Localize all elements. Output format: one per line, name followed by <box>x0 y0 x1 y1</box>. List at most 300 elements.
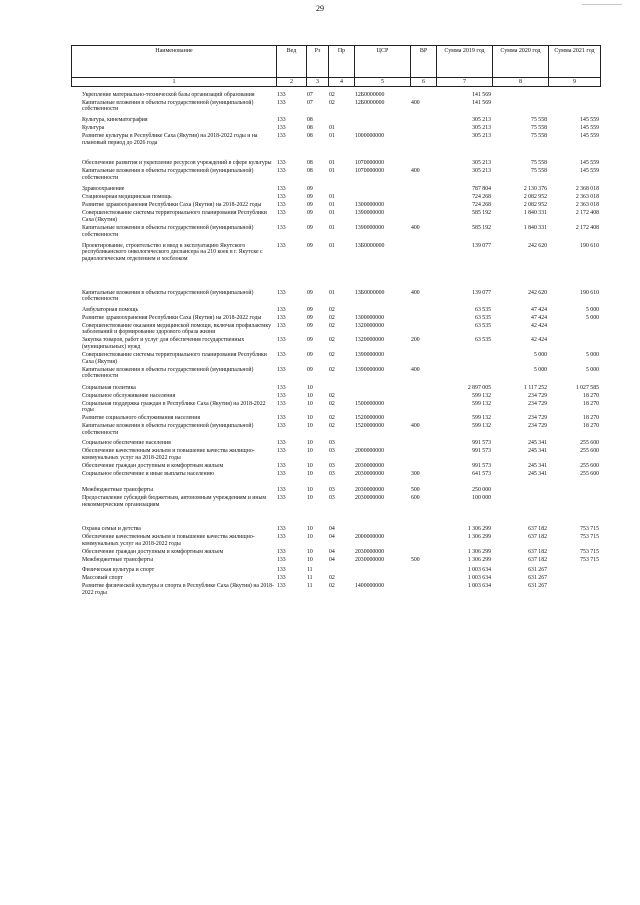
row-sum-2019: 599 132 <box>472 392 491 399</box>
row-sum-2021: 5 000 <box>585 314 599 321</box>
row-ved: 133 <box>277 242 286 249</box>
row-sum-2021: 190 610 <box>580 289 599 296</box>
row-sum-2019: 599 132 <box>472 415 491 422</box>
row-pr: 02 <box>329 415 335 422</box>
row-csr <box>354 573 410 581</box>
row-ved: 133 <box>277 99 286 106</box>
row-vr <box>410 414 436 422</box>
row-csr: 1390000000 <box>355 352 384 359</box>
row-sum-2020: 75 558 <box>531 117 547 124</box>
row-rz: 11 <box>307 566 313 573</box>
row-ved: 133 <box>277 210 286 217</box>
column-number: 4 <box>329 78 355 87</box>
row-vr: 400 <box>411 224 420 231</box>
row-sum-2021: 753 715 <box>580 556 599 563</box>
row-vr <box>410 582 436 597</box>
row-sum-2020: 1 117 252 <box>524 384 547 391</box>
row-sum-2019: 1 003 634 <box>467 583 491 590</box>
column-number: 9 <box>549 78 601 87</box>
row-csr: 1070000000 <box>355 168 384 175</box>
row-ved: 133 <box>277 185 286 192</box>
row-ved: 133 <box>277 400 286 407</box>
row-sum-2019: 1 306 299 <box>467 525 491 532</box>
row-vr <box>410 547 436 555</box>
table-row <box>81 209 600 224</box>
row-sum-2019: 250 000 <box>472 487 491 494</box>
header-sum2020: Сумма 2020 год <box>493 46 549 78</box>
row-sum-2020: 245 341 <box>528 462 547 469</box>
row-sum-2019: 141 569 <box>472 91 491 98</box>
table-row <box>81 321 600 336</box>
row-pr: 01 <box>329 133 335 140</box>
row-ved: 133 <box>277 423 286 430</box>
row-name: Предоставление субсидий бюджетным, автономным учреждениям и иным некоммерческим организациям <box>82 495 267 508</box>
row-vr <box>410 113 436 124</box>
row-vr: 400 <box>411 168 420 175</box>
row-name: Закупка товаров, работ и услуг для обеспечения государственных (муниципальных) нужд <box>82 337 245 351</box>
table-row <box>81 181 600 192</box>
row-rz: 10 <box>307 440 313 447</box>
row-sum-2021: 255 600 <box>580 440 599 447</box>
row-name: Проектирование, строительство и ввод в эксплуатацию Якутского республиканского онкологического диспансера на 210 коек в г. Якутске с радиологическим отделением и хосблоком <box>82 242 263 262</box>
row-pr: 02 <box>329 583 335 590</box>
row-name: Здравоохранение <box>82 185 125 192</box>
table-row <box>81 508 600 532</box>
row-name: Социальное обслуживание населения <box>82 392 176 399</box>
table-row <box>81 422 600 437</box>
row-ved: 133 <box>277 487 286 494</box>
row-csr: 1320000000 <box>355 337 384 344</box>
column-number: 3 <box>307 78 329 87</box>
row-ved: 133 <box>277 306 286 313</box>
row-vr <box>410 391 436 399</box>
row-sum-2020: 234 729 <box>528 392 547 399</box>
row-ved: 133 <box>277 448 286 455</box>
row-name: Развитие культуры в Республике Саха (Якутия) на 2018-2022 годы и на плановый период до 2026 года <box>82 133 258 147</box>
row-vr: 500 <box>411 556 420 563</box>
row-csr: 1400000000 <box>355 583 384 590</box>
row-sum-2020: 75 558 <box>531 133 547 140</box>
row-vr <box>410 380 436 391</box>
row-sum-2020: 75 558 <box>531 168 547 175</box>
row-sum-2021: 190 610 <box>580 242 599 249</box>
row-sum-2021: 5 000 <box>585 306 599 313</box>
row-pr <box>328 380 354 391</box>
row-sum-2019: 141 569 <box>472 99 491 106</box>
row-name: Совершенствование системы территориального планирования Республики Саха (Якутия) <box>82 210 267 223</box>
row-vr: 200 <box>411 337 420 344</box>
row-csr: 1000000000 <box>355 133 384 140</box>
table-row <box>81 113 600 124</box>
row-name: Охрана семьи и детства <box>82 525 141 532</box>
table-row <box>81 193 600 201</box>
row-rz: 08 <box>307 117 313 124</box>
table-row <box>81 582 600 597</box>
row-sum-2020: 245 341 <box>528 440 547 447</box>
row-sum-2019: 585 192 <box>472 210 491 217</box>
row-ved: 133 <box>277 91 286 98</box>
row-sum-2021: 2 368 018 <box>575 185 599 192</box>
row-sum-2019: 641 573 <box>472 471 491 478</box>
table-row <box>81 365 600 380</box>
row-rz: 10 <box>307 525 313 532</box>
row-sum-2021 <box>548 494 600 509</box>
row-sum-2021: 255 600 <box>580 471 599 478</box>
row-pr <box>328 563 354 573</box>
row-csr: 1390000000 <box>355 224 384 231</box>
row-ved: 133 <box>277 534 286 540</box>
row-pr: 03 <box>329 462 335 469</box>
row-pr: 01 <box>329 224 335 231</box>
row-name: Совершенствование системы территориального планирования Республики Саха (Якутия) <box>82 352 267 365</box>
row-sum-2021 <box>548 321 600 336</box>
row-name: Капитальные вложения в объекты государственной (муниципальной) собственности <box>82 168 254 181</box>
row-pr <box>328 113 354 124</box>
header-sum2019: Сумма 2019 год <box>437 46 493 78</box>
row-sum-2019 <box>436 365 492 380</box>
row-rz: 10 <box>307 548 313 555</box>
table-row <box>81 437 600 447</box>
row-name: Обеспечение граждан доступным и комфортным жильем <box>82 548 224 555</box>
row-vr <box>410 124 436 132</box>
row-sum-2020: 234 729 <box>528 415 547 422</box>
row-sum-2019: 305 213 <box>472 168 491 175</box>
table-row <box>81 351 600 366</box>
row-sum-2020: 1 840 331 <box>523 224 547 231</box>
row-sum-2019: 139 077 <box>472 242 491 249</box>
row-sum-2019: 100 000 <box>472 495 491 502</box>
row-pr: 01 <box>329 125 335 132</box>
row-rz: 09 <box>307 202 313 209</box>
row-csr <box>354 193 410 201</box>
row-ved: 133 <box>277 462 286 469</box>
header-ved: Вед <box>277 46 307 78</box>
row-csr: 1520000000 <box>355 423 384 430</box>
row-name: Социальное обеспечение и иные выплаты населению <box>82 471 215 478</box>
row-pr: 01 <box>329 194 335 201</box>
row-rz: 10 <box>307 534 313 540</box>
row-csr: 2030000000 <box>355 487 384 494</box>
row-sum-2019: 139 077 <box>472 289 491 296</box>
row-csr: 13Б0000000 <box>355 289 385 296</box>
row-sum-2020 <box>492 98 548 113</box>
row-name: Социальное обеспечение населения <box>82 440 171 447</box>
row-ved: 133 <box>277 392 286 399</box>
row-csr: 2030000000 <box>355 495 384 502</box>
row-sum-2021: 2 363 018 <box>575 194 599 201</box>
corner-mark <box>582 4 622 5</box>
row-csr <box>354 563 410 573</box>
row-ved: 133 <box>277 168 286 175</box>
row-pr: 02 <box>329 392 335 399</box>
row-vr <box>410 193 436 201</box>
row-pr: 01 <box>329 210 335 217</box>
row-sum-2021 <box>548 563 600 573</box>
row-pr: 02 <box>329 91 335 98</box>
row-ved: 133 <box>277 574 286 581</box>
row-ved: 133 <box>277 440 286 447</box>
row-rz: 10 <box>307 556 313 563</box>
row-sum-2020: 637 182 <box>528 534 547 540</box>
row-sum-2020: 42 424 <box>531 337 547 344</box>
row-pr: 04 <box>329 556 335 563</box>
row-ved: 133 <box>277 366 286 373</box>
row-sum-2019: 599 132 <box>472 400 491 407</box>
row-rz: 09 <box>307 289 313 296</box>
header-pr: Пр <box>329 46 355 78</box>
row-csr: 1520000000 <box>355 415 384 422</box>
row-vr <box>410 238 436 262</box>
table-row <box>81 147 600 167</box>
row-csr <box>354 380 410 391</box>
row-vr: 400 <box>411 423 420 430</box>
row-ved: 133 <box>277 583 286 590</box>
row-sum-2019: 305 213 <box>472 117 491 124</box>
column-number: 6 <box>411 78 437 87</box>
row-sum-2019: 724 268 <box>472 202 491 209</box>
row-rz: 08 <box>307 160 313 167</box>
row-vr <box>410 399 436 414</box>
row-sum-2019: 724 268 <box>472 194 491 201</box>
header-rz: Рз <box>307 46 329 78</box>
row-sum-2020: 242 620 <box>528 289 547 296</box>
row-sum-2019: 599 132 <box>472 423 491 430</box>
row-ved: 133 <box>277 337 286 344</box>
row-rz: 10 <box>307 423 313 430</box>
row-rz: 11 <box>307 574 313 581</box>
row-rz: 10 <box>307 471 313 478</box>
row-sum-2021: 753 715 <box>580 525 599 532</box>
budget-table-body <box>81 90 600 596</box>
row-name: Капитальные вложения в объекты государственной (муниципальной) собственности <box>82 99 254 113</box>
row-rz: 10 <box>307 392 313 399</box>
row-vr: 400 <box>411 289 420 296</box>
row-sum-2021 <box>548 98 600 113</box>
row-csr: 2000000000 <box>355 534 384 540</box>
row-vr <box>410 181 436 192</box>
row-name: Капитальные вложения в объекты государственной (муниципальной) собственности <box>82 423 254 437</box>
row-name: Амбулаторная помощь <box>82 306 139 313</box>
row-sum-2020: 245 341 <box>528 471 547 478</box>
row-name: Межбюджетные трансферты <box>82 487 153 494</box>
column-number: 8 <box>493 78 549 87</box>
row-vr <box>410 351 436 366</box>
row-rz: 09 <box>307 322 313 329</box>
table-row <box>81 262 600 303</box>
row-csr: 2030000000 <box>355 462 384 469</box>
row-ved: 133 <box>277 224 286 231</box>
row-sum-2021: 145 559 <box>580 133 599 140</box>
row-pr: 02 <box>329 337 335 344</box>
row-pr: 01 <box>329 289 335 296</box>
table-row <box>81 391 600 399</box>
row-sum-2021 <box>548 336 600 351</box>
row-pr: 02 <box>329 574 335 581</box>
row-name: Социальная поддержка граждан в Республике Саха (Якутия) на 2018-2022 годы <box>82 400 266 414</box>
table-row <box>81 98 600 113</box>
row-sum-2021: 18 270 <box>583 392 599 399</box>
table-row <box>81 414 600 422</box>
row-name: Обеспечение качественным жильем и повышение качества жилищно-коммунальных услуг на 2018-2022 годы <box>82 448 255 461</box>
row-ved: 133 <box>277 548 286 555</box>
row-sum-2020: 47 424 <box>531 314 547 321</box>
row-sum-2020 <box>492 494 548 509</box>
column-number: 1 <box>72 78 277 87</box>
row-ved: 133 <box>277 125 286 132</box>
row-csr <box>354 181 410 192</box>
row-sum-2021: 2 172 408 <box>575 224 599 231</box>
row-rz: 09 <box>307 352 313 359</box>
row-sum-2021: 2 172 408 <box>575 210 599 217</box>
page-number: 29 <box>316 4 324 13</box>
row-sum-2019: 1 306 299 <box>467 548 491 555</box>
row-csr: 1500000000 <box>355 400 384 407</box>
table-row <box>81 90 600 98</box>
row-name: Развитие здравоохранения Республики Саха (Якутия) на 2018-2022 годы <box>82 202 262 209</box>
row-ved: 133 <box>277 133 286 140</box>
row-sum-2019: 305 213 <box>472 160 491 167</box>
row-sum-2020: 234 729 <box>528 400 547 407</box>
header-name: Наименование <box>72 46 277 78</box>
row-name: Межбюджетные трансферты <box>82 556 153 563</box>
row-sum-2019: 63 535 <box>475 337 491 344</box>
row-rz: 07 <box>307 91 313 98</box>
row-name: Укрепление материально-технической базы организаций образования <box>82 91 255 98</box>
row-rz: 08 <box>307 133 313 140</box>
row-pr: 02 <box>329 99 335 106</box>
row-rz: 10 <box>307 415 313 422</box>
row-pr: 03 <box>329 440 335 447</box>
row-pr: 02 <box>329 423 335 430</box>
row-name: Капитальные вложения в объекты государственной (муниципальной) собственности <box>82 366 254 380</box>
row-csr: 12Б0000000 <box>355 99 385 106</box>
row-vr: 600 <box>411 495 420 502</box>
row-rz: 07 <box>307 99 313 106</box>
row-sum-2020: 631 267 <box>528 574 547 581</box>
row-sum-2020: 637 182 <box>528 548 547 555</box>
row-vr <box>410 90 436 98</box>
row-rz: 09 <box>307 314 313 321</box>
row-rz: 10 <box>307 384 313 391</box>
row-sum-2019: 1 306 299 <box>467 534 491 540</box>
row-sum-2020: 637 182 <box>528 556 547 563</box>
row-ved: 133 <box>277 471 286 478</box>
row-pr: 01 <box>329 160 335 167</box>
row-rz: 10 <box>307 400 313 407</box>
row-pr: 04 <box>329 525 335 532</box>
row-sum-2020 <box>492 478 548 494</box>
row-pr: 01 <box>329 202 335 209</box>
row-sum-2019: 991 573 <box>472 462 491 469</box>
table-row <box>81 563 600 573</box>
row-vr <box>410 447 436 462</box>
table-row <box>81 461 600 469</box>
row-name: Развитие социального обслуживания населения <box>82 415 201 422</box>
row-ved: 133 <box>277 352 286 359</box>
column-number: 2 <box>277 78 307 87</box>
table-row <box>81 124 600 132</box>
row-sum-2021: 255 600 <box>580 462 599 469</box>
table-row <box>81 303 600 313</box>
row-vr <box>410 533 436 548</box>
row-sum-2020: 2 130 376 <box>523 185 547 192</box>
row-pr: 02 <box>329 322 335 329</box>
row-rz: 10 <box>307 462 313 469</box>
row-ved: 133 <box>277 556 286 563</box>
row-sum-2019: 585 192 <box>472 224 491 231</box>
row-csr: 2030000000 <box>355 548 384 555</box>
row-csr: 13Б0000000 <box>355 242 385 249</box>
column-number: 5 <box>355 78 411 87</box>
row-ved: 133 <box>277 160 286 167</box>
table-row <box>81 470 600 478</box>
row-ved: 133 <box>277 322 286 329</box>
row-rz: 09 <box>307 366 313 373</box>
table-row <box>81 494 600 509</box>
row-rz: 10 <box>307 487 313 494</box>
row-vr <box>410 563 436 573</box>
table-row <box>81 547 600 555</box>
table-row <box>81 380 600 391</box>
row-pr <box>328 181 354 192</box>
row-sum-2021 <box>548 573 600 581</box>
row-vr: 300 <box>411 471 420 478</box>
row-vr <box>410 321 436 336</box>
table-row <box>81 238 600 262</box>
table-row <box>81 313 600 321</box>
row-csr: 1070000000 <box>355 160 384 167</box>
row-csr <box>354 124 410 132</box>
row-ved: 133 <box>277 384 286 391</box>
row-pr: 03 <box>329 448 335 455</box>
row-sum-2020: 75 558 <box>531 125 547 132</box>
row-pr: 02 <box>329 352 335 359</box>
row-ved: 133 <box>277 117 286 124</box>
table-row <box>81 201 600 209</box>
row-sum-2021: 145 559 <box>580 117 599 124</box>
row-sum-2021: 18 270 <box>583 415 599 422</box>
row-vr: 400 <box>411 99 420 106</box>
row-vr <box>410 461 436 469</box>
row-pr: 02 <box>329 306 335 313</box>
row-pr: 04 <box>329 548 335 555</box>
row-sum-2019: 63 535 <box>475 322 491 329</box>
row-vr: 500 <box>411 487 420 494</box>
row-sum-2021 <box>548 90 600 98</box>
row-csr <box>354 391 410 399</box>
table-row <box>81 132 600 147</box>
row-csr <box>354 303 410 313</box>
row-ved: 133 <box>277 314 286 321</box>
row-pr: 03 <box>329 487 335 494</box>
row-sum-2019: 1 306 299 <box>467 556 491 563</box>
row-vr <box>410 508 436 532</box>
table-row <box>81 573 600 581</box>
row-sum-2020: 47 424 <box>531 306 547 313</box>
table-row <box>81 555 600 563</box>
row-sum-2019: 63 535 <box>475 306 491 313</box>
header-csr: ЦСР <box>355 46 411 78</box>
row-rz: 08 <box>307 125 313 132</box>
table-row <box>81 533 600 548</box>
row-sum-2021: 18 270 <box>583 400 599 407</box>
row-csr: 2000000000 <box>355 448 384 455</box>
row-pr: 03 <box>329 495 335 502</box>
row-csr: 1300000000 <box>355 202 384 209</box>
table-row <box>81 447 600 462</box>
row-sum-2021: 2 363 018 <box>575 202 599 209</box>
row-vr <box>410 132 436 147</box>
